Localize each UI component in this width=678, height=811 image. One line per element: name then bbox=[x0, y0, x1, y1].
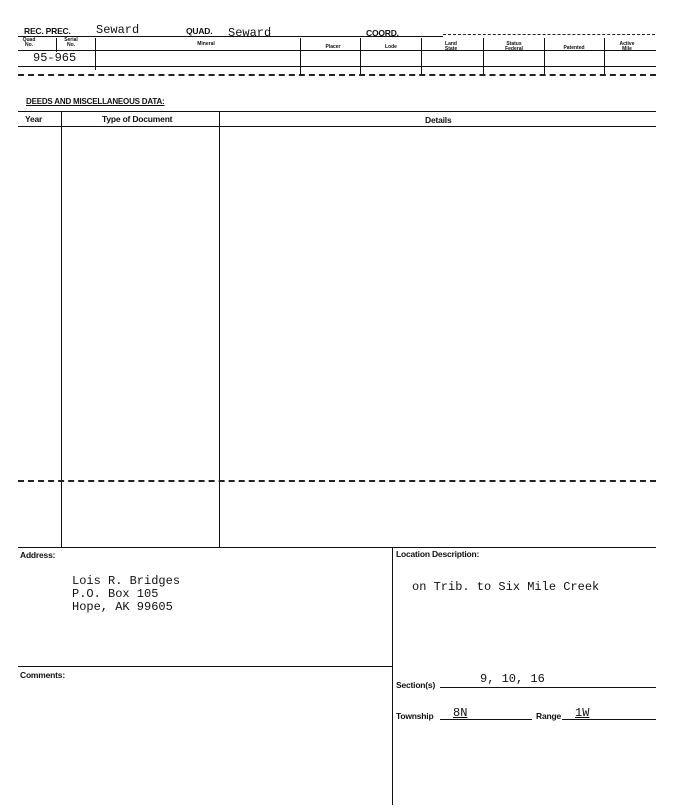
col-mineral: Mineral bbox=[197, 41, 215, 47]
location-label: Location Description: bbox=[396, 549, 480, 559]
col-land-state: Land State bbox=[444, 41, 458, 52]
deeds-col-details: Details bbox=[425, 115, 452, 125]
deeds-bottom-rule bbox=[18, 547, 656, 548]
col-serial-no: Serial No. bbox=[64, 37, 78, 48]
township-value: 8N bbox=[453, 706, 468, 720]
deeds-header-rule bbox=[18, 126, 656, 127]
deeds-col-type: Type of Document bbox=[102, 114, 173, 124]
col-quad-no: Quad No. bbox=[22, 37, 36, 48]
coord-label: COORD. bbox=[366, 28, 399, 38]
divider-quad bbox=[56, 38, 57, 52]
deeds-col-year: Year bbox=[25, 114, 43, 124]
rec-prec-value: Seward bbox=[96, 23, 140, 37]
range-value: 1W bbox=[575, 706, 590, 720]
sections-label: Section(s) bbox=[396, 680, 436, 690]
deeds-section-title: DEEDS AND MISCELLANEOUS DATA: bbox=[26, 97, 165, 106]
col-active-mile: Active Mile bbox=[619, 41, 635, 52]
deeds-top-rule bbox=[18, 111, 656, 112]
header-row1-rule bbox=[18, 66, 656, 67]
col-lode: Lode bbox=[385, 44, 397, 50]
divider-land bbox=[483, 38, 484, 76]
divider-patented bbox=[604, 38, 605, 76]
sections-value: 9, 10, 16 bbox=[480, 672, 545, 686]
divider-mineral bbox=[300, 38, 301, 76]
header-top-dash bbox=[443, 34, 655, 35]
col-placer: Placer bbox=[325, 44, 341, 50]
location-value: on Trib. to Six Mile Creek bbox=[412, 580, 600, 594]
address-line-1: Lois R. Bridges bbox=[72, 574, 181, 588]
lower-divider bbox=[392, 547, 393, 805]
address-line-2: P.O. Box 105 bbox=[72, 587, 159, 601]
header-label-rule bbox=[18, 50, 656, 51]
divider-status bbox=[544, 38, 545, 76]
sections-fill-line bbox=[440, 687, 656, 688]
address-line-3: Hope, AK 99605 bbox=[72, 600, 173, 614]
comments-top-rule bbox=[18, 666, 392, 667]
rec-prec-label: REC. PREC. bbox=[24, 26, 71, 36]
address-label: Address: bbox=[20, 550, 56, 560]
range-label: Range bbox=[536, 711, 561, 721]
header-top-rule bbox=[18, 36, 443, 37]
quad-value: Seward bbox=[228, 26, 272, 40]
divider-lode bbox=[421, 38, 422, 76]
header-bottom-dash bbox=[18, 74, 656, 76]
quad-serial-value: 95-965 bbox=[33, 51, 77, 65]
quad-label: QUAD. bbox=[186, 26, 213, 36]
divider-placer bbox=[360, 38, 361, 76]
col-patented: Patented bbox=[563, 45, 585, 51]
comments-label: Comments: bbox=[20, 670, 65, 680]
deeds-mid-dash bbox=[18, 480, 656, 482]
col-status-federal: Status Federal bbox=[505, 41, 523, 52]
township-label: Township bbox=[396, 711, 434, 721]
